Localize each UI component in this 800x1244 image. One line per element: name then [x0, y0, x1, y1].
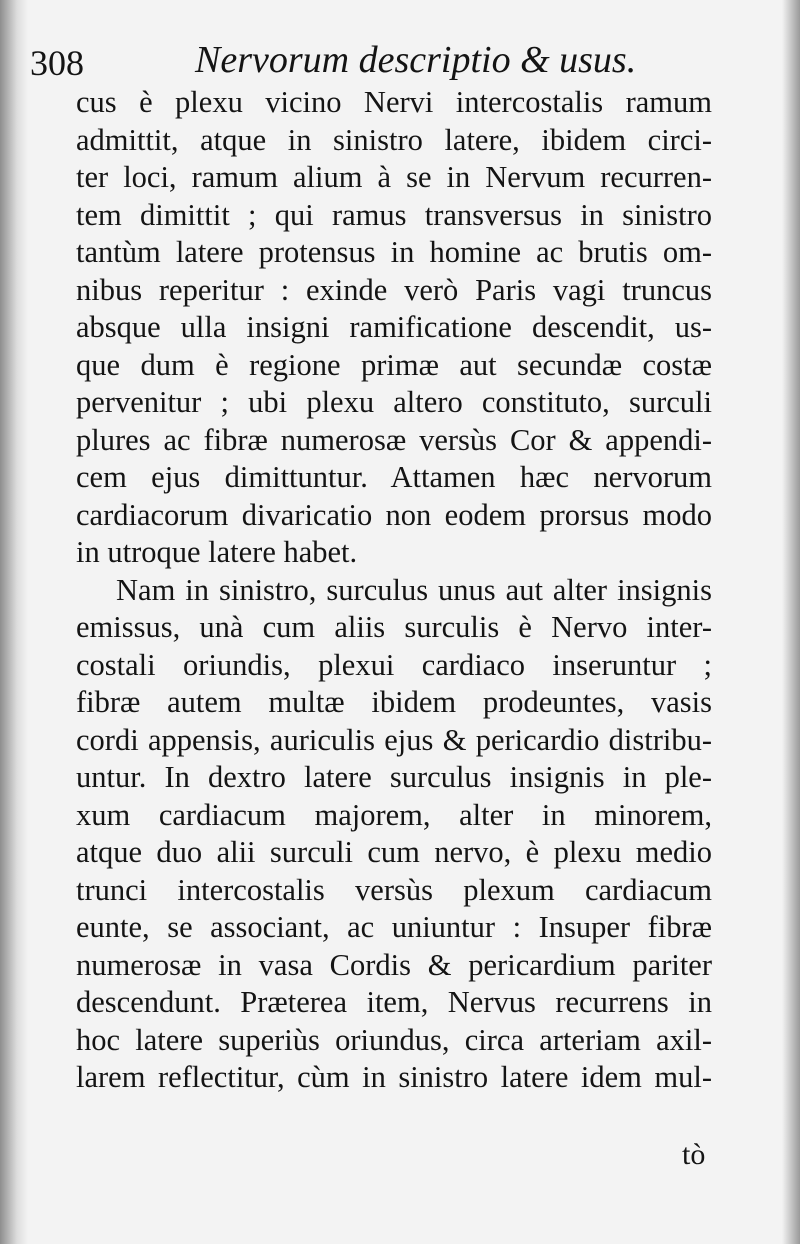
text-line: xum cardiacum majorem, alter in minorem, — [76, 797, 712, 832]
page-header — [30, 34, 670, 90]
text-line: admittit, atque in sinistro latere, ibidem circi- — [76, 122, 712, 157]
text-line: numerosæ in vasa Cordis & pericardium pariter — [76, 947, 712, 982]
text-line: cardiacorum divaricatio non eodem prorsus modo — [76, 497, 712, 532]
text-line: absque ulla insigni ramificatione descendit, us- — [76, 310, 712, 344]
text-line: in utroque latere habet. — [76, 535, 358, 569]
text-line: costali oriundis, plexui cardiaco inseruntur ; — [76, 647, 712, 682]
text-line: cem ejus dimittuntur. Attamen hæc nervorum — [76, 460, 712, 494]
text-line: Nam in sinistro, surculus unus aut alter insignis — [116, 572, 712, 607]
body-text — [76, 84, 712, 1097]
text-line: que dum è regione primæ aut secundæ costæ — [76, 347, 712, 382]
text-line: cordi appensis, auriculis ejus & pericardio distribu- — [76, 722, 712, 757]
text-line: tantùm latere protensus in homine ac brutis om- — [76, 235, 712, 269]
text-line: emissus, unà cum aliis surculis è Nervo inter- — [76, 610, 712, 644]
catchword: tò — [682, 1138, 706, 1171]
text-line: hoc latere superiùs oriundus, circa arteriam axil- — [76, 1022, 712, 1057]
text-line: eunte, se associant, ac uniuntur : Insuper fibræ — [76, 910, 712, 944]
text-line: untur. In dextro latere surculus insignis in ple- — [76, 760, 712, 794]
text-line: atque duo alii surculi cum nervo, è plexu medio — [76, 835, 712, 869]
text-line: descendunt. Præterea item, Nervus recurrens in — [76, 985, 712, 1019]
text-line: cus è plexu vicino Nervi intercostalis ramum — [76, 85, 712, 119]
binding-shadow — [0, 0, 28, 1244]
page-edge-shadow — [782, 0, 800, 1244]
running-title: Nervorum descriptio & usus. — [195, 39, 637, 81]
text-line: tem dimittit ; qui ramus transversus in sinistro — [76, 197, 712, 232]
text-line: plures ac fibræ numerosæ versùs Cor & appendi- — [76, 422, 712, 457]
text-line: fibræ autem multæ ibidem prodeuntes, vasis — [76, 685, 712, 719]
text-line: ter loci, ramum alium à se in Nervum recurren- — [76, 160, 712, 194]
page-number: 308 — [30, 43, 84, 83]
text-line: larem reflectitur, cùm in sinistro latere idem mul- — [76, 1060, 712, 1094]
text-line: nibus reperitur : exinde verò Paris vagi truncus — [76, 272, 712, 307]
text-line: trunci intercostalis versùs plexum cardiacum — [76, 872, 712, 907]
text-line: pervenitur ; ubi plexu altero constituto, surculi — [76, 385, 712, 419]
